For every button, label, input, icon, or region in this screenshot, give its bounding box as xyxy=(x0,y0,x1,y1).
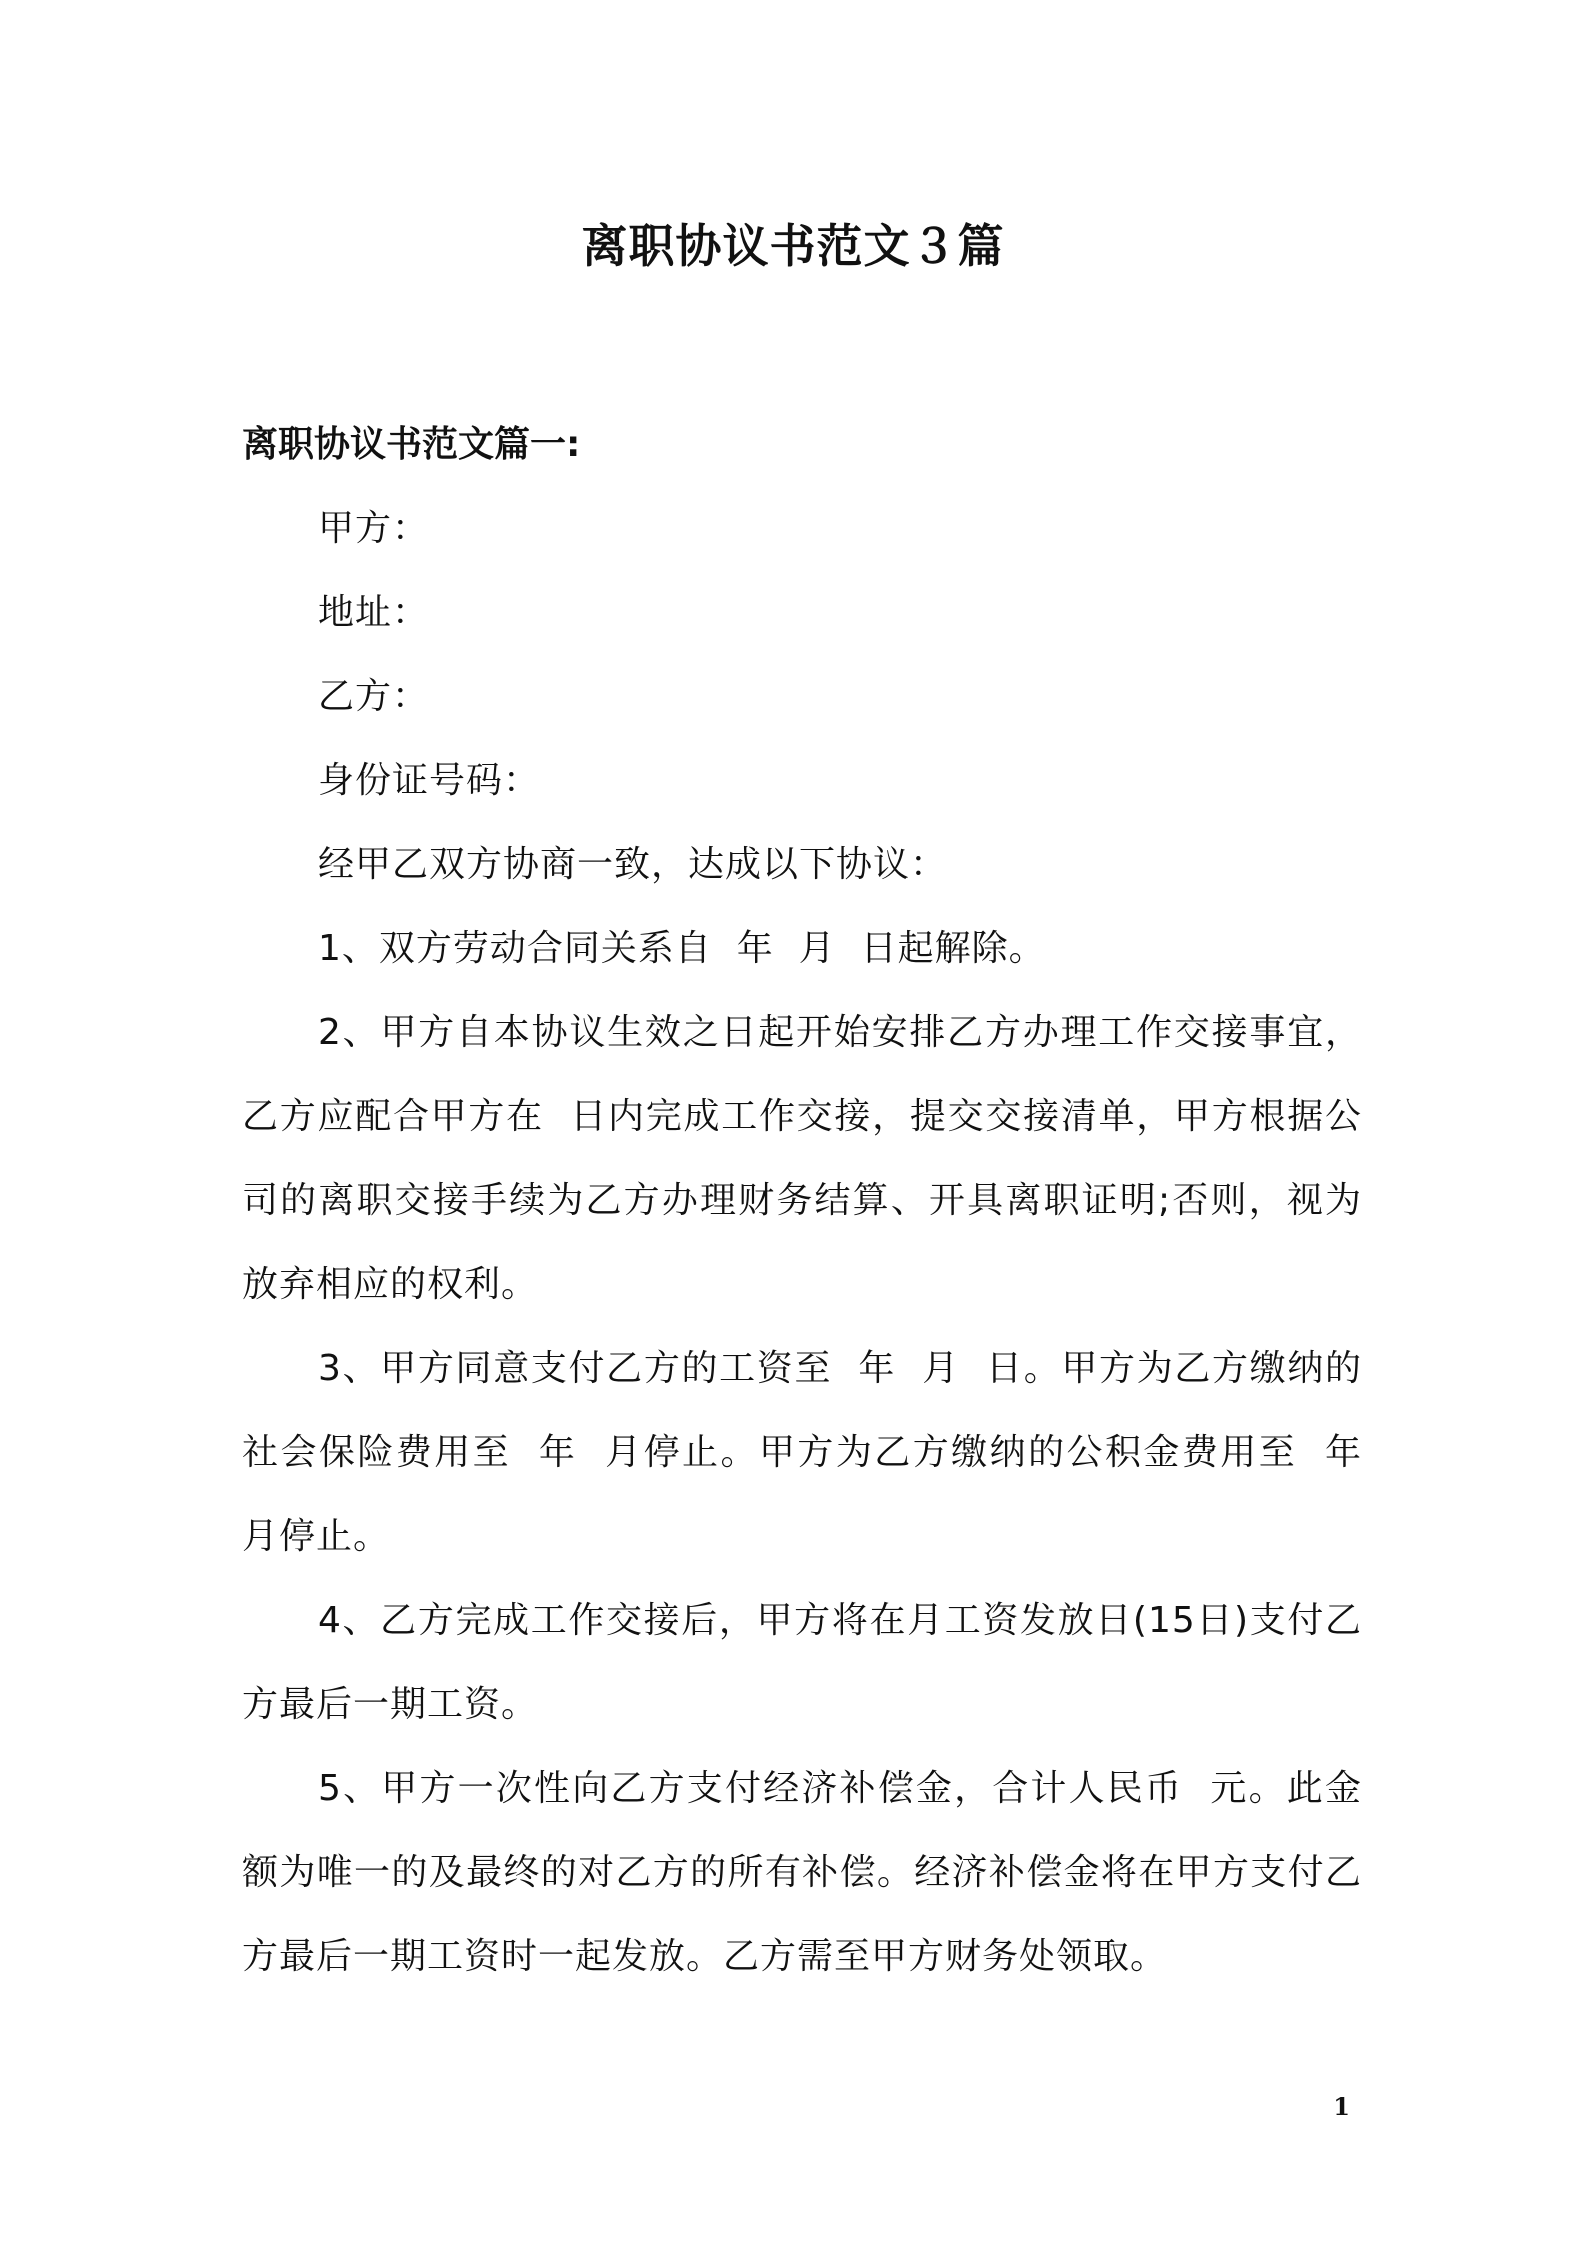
address-line: 地址： xyxy=(318,592,430,633)
clause-5: 5、甲方一次性向乙方支付经济补偿金，合计人民币 元。此金额为唯一的及最终的对乙方的所有补偿。经济补偿金将在甲方支付乙方最后一期工资时一起发放。乙方需至甲方财务处领取。 xyxy=(242,1768,1362,1977)
agreement-intro: 经甲乙双方协商一致，达成以下协议： xyxy=(318,844,948,885)
clause-2: 2、甲方自本协议生效之日起开始安排乙方办理工作交接事宜，乙方应配合甲方在 日内完成工作交接，提交交接清单，甲方根据公司的离职交接手续为乙方办理财务结算、开具离职证明;否则，视为放弃相应的权利。 xyxy=(242,1012,1362,1305)
document-body xyxy=(242,403,1387,1999)
clause-1: 1、双方劳动合同关系自 年 月 日起解除。 xyxy=(318,928,1046,969)
party-a-line: 甲方： xyxy=(318,508,430,549)
section-title: 离职协议书范文篇一: xyxy=(242,424,581,465)
clause-3: 3、甲方同意支付乙方的工资至 年 月 日。甲方为乙方缴纳的社会保险费用至 年 月停止。甲方为乙方缴纳的公积金费用至 年 月停止。 xyxy=(242,1348,1387,1557)
document-title: 离职协议书范文３篇 xyxy=(581,219,1005,273)
id-number-line: 身份证号码： xyxy=(318,760,541,801)
page-number: 1 xyxy=(1333,2092,1350,2121)
clause-4: 4、乙方完成工作交接后，甲方将在月工资发放日(15日)支付乙方最后一期工资。 xyxy=(242,1600,1362,1725)
party-b-line: 乙方： xyxy=(318,676,430,717)
